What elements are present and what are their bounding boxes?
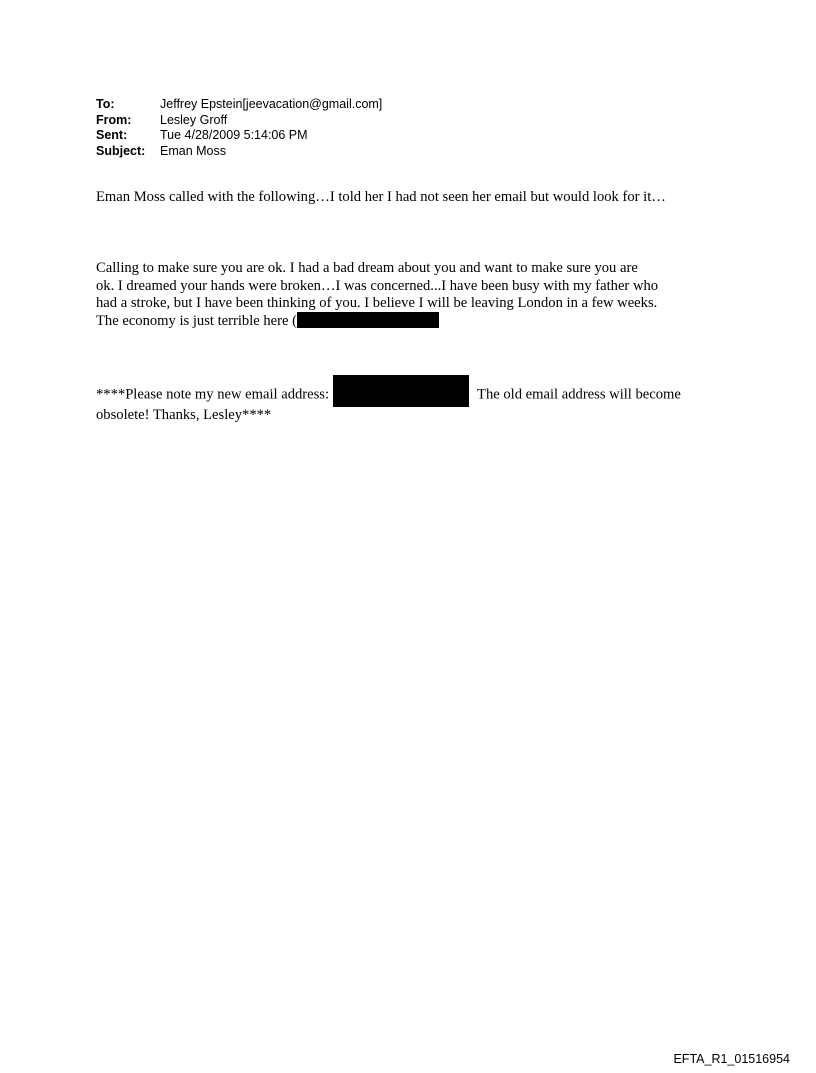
to-row [96,97,382,113]
email-header [96,97,382,159]
subject-row [96,144,382,160]
from-row [96,113,382,129]
message-paragraph [96,260,736,330]
message-line-last [96,313,736,331]
sent-row [96,128,382,144]
message-line: ok. I dreamed your hands were broken…I was concerned...I have been busy with my father who [96,277,659,294]
message-line-text: The economy is just terrible here ( [96,312,297,329]
intro-paragraph: Eman Moss called with the following…I told her I had not seen her email but would look for it… [96,189,666,205]
message-line: Calling to make sure you are ok. I had a bad dream about you and want to make sure you are [96,260,638,276]
subject-value: Eman Moss [160,143,226,158]
bates-number: EFTA_R1_01516954 [673,1052,790,1066]
signature-text-after: The old email address will become [477,386,681,403]
sent-label: Sent: [96,128,128,142]
signature-line: obsolete! Thanks, Lesley**** [96,407,272,423]
from-label: From: [96,112,132,127]
subject-label: Subject: [96,143,146,158]
to-label: To: [96,97,115,111]
from-value: Lesley Groff [160,112,228,127]
message-line: had a stroke, but I have been thinking of you. I believe I will be leaving London in a few weeks. [96,295,658,311]
signature-text-before: ****Please note my new email address: [96,386,330,403]
signature-line [96,383,736,407]
signature-paragraph [96,383,736,425]
sent-value: Tue 4/28/2009 5:14:06 PM [160,128,308,142]
redaction-box [333,375,469,407]
to-value: Jeffrey Epstein[jeevacation@gmail.com] [160,97,383,111]
redaction-box [297,312,439,328]
